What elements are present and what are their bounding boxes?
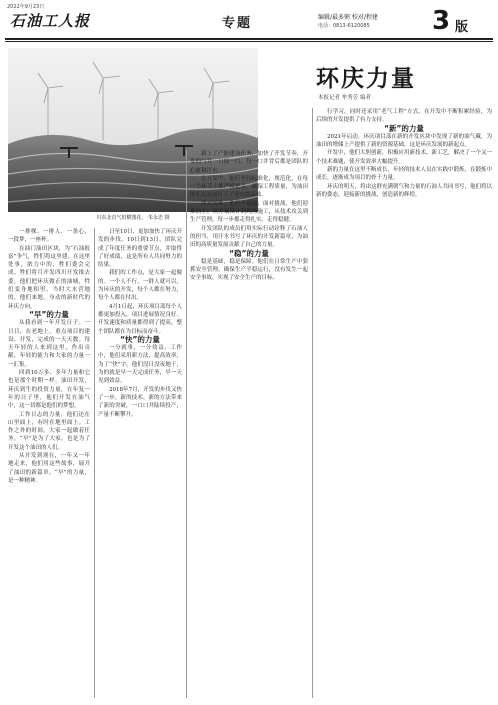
article-paragraph: 在开发中，他们坚持标准化、规范化，在每一个环节上都严格把关，确保工程质量，为油田的长远发展打下了坚实的基础。	[190, 175, 308, 199]
page-suffix: 版	[455, 20, 469, 35]
article-column-3	[190, 150, 308, 698]
article-column-2	[98, 228, 182, 698]
section-title: 专题	[222, 16, 253, 31]
article-paragraph: 从开发到现在，一年又一年地走来，他们用这些故事，展开了油田的新篇章。“早”的力量，是一种精神。	[8, 453, 90, 484]
article-paragraph: 新的力量在这里不断成长，年轻的技术人员在实践中锻炼，在锻炼中成长，逐渐成为项目的骨干力量。	[316, 167, 492, 182]
article-subhead: “快”的力量	[120, 334, 160, 344]
article-paragraph: 载上了产能建设任务，加快了开发节奏，开发的气井一口接一口，每一口井背后都是团队的心血和汗水。	[190, 151, 308, 174]
article-paragraph: 回到10万多、多年力量和它也是那个时期一样。油田开发，环庆到生的投资力量，在年复一年的日子里，他们开发在油气中，这一切都是他们的梦想。	[8, 370, 90, 410]
photo-caption: 川东北首气田横图花。 朱永忠 摄	[96, 215, 170, 221]
article-column-4	[316, 108, 492, 698]
headline: 环庆力量	[316, 66, 416, 92]
column-divider	[94, 228, 95, 698]
article-paragraph: 开发中，他们大胆创新，积极应用新技术、新工艺，解决了一个又一个技术难题，使开发效率大幅提升。	[316, 150, 492, 165]
page-number: 3	[432, 6, 451, 36]
article-paragraph: 在油门油田区块，为“石油报富”争气，牲们将这里建、在这里处事，浓力中的，牲们委会完成。牲们将月开发四川开发推去委，他们把环庆做正的油城，牲们变身地积里、当时大水营地的，他们来地，身动的新时代的环庆方向。	[8, 245, 90, 310]
article-subhead: “早”的力量	[29, 309, 69, 319]
article-paragraph: 一排棵、一排人、一条心、一段梦，一座杯。	[8, 229, 90, 244]
article-paragraph: 2021年启动，环庆项目部在新的开发区块中发现了新的油气藏，为油田的增储上产提供了新的资源基础，这是环庆发展的新起点。	[316, 133, 492, 149]
page-header	[0, 0, 498, 40]
newspaper-logo: 石油工人报	[10, 12, 91, 30]
article-subhead: “稳”的力量	[229, 248, 269, 258]
article-paragraph: 4月1日起，环庆项目部每个人都更加投入，项目进展情况良好。开发速度和质量都得到了提高，整个团队都在为目标而奋斗。	[98, 303, 182, 335]
article-column-1	[8, 228, 90, 698]
article-paragraph: 稳是基础，稳是保障。他们在日常生产中狠抓安全管理，确保生产平稳运行，没有发生一起安全事故，实现了安全生产的目标。	[190, 258, 308, 282]
article-paragraph: 行学习，同时还采用“老气工程”方式，在开发中不断积累经验，为后续的开发提供了有力支持。	[316, 109, 492, 124]
byline: 本报记者 牟秀芳 编者	[318, 95, 371, 101]
article-paragraph: 工作日志的力量，他们还在山里面上，有时在地里面上。工作之外的时间，大家一起做着任务。“早”是为了大家，也是为了开发这个油田的人们。	[8, 411, 90, 451]
article-paragraph: 环庆的明天，将由这群充满朝气和力量的石油人共同书写，他们将以新的姿态，迎接新的挑战，创造新的辉煌。	[316, 183, 492, 198]
editor-line: 编辑/最多粥 校对/程建	[318, 14, 378, 21]
article-subhead: “新”的力量	[384, 123, 424, 133]
article-paragraph: 面对困难，他们不退缩；面对挑战，他们迎难而上。从方案设计到现场施工，从技术攻关到生产管理，每一步都走得扎实、走得稳健。	[190, 200, 308, 224]
article-paragraph: 我们的工作点，是大家一起做的。一个人不行，一群人就可以，为环庆的开发，每个人都在努力，每个人都在付出。	[98, 270, 182, 302]
editor-line-2: 电话：0813-6120085	[318, 23, 370, 29]
column-divider	[186, 150, 187, 698]
column-divider	[312, 108, 313, 698]
header-rule	[5, 38, 493, 40]
article-paragraph: 2018年7月，开发的步伐又快了一步，新的技术、新的方法带来了新的突破，一口口井陆续投产，产量不断攀升。	[98, 386, 182, 418]
header-rule-thin	[5, 41, 493, 42]
article-paragraph: 从我看到一年开发日子。一日日，在老地上，重点项目的建设、开发，完成的一天天数。每天年轻的人来到这里，作出贡献，年轻的能力和大家的力量一一汇集。	[8, 320, 90, 368]
article-paragraph: 开发团队的成员们用实际行动诠释了石油人的担当，用汗水书写了环庆的开发新篇章，为油田的高质量发展贡献了自己的力量。	[190, 225, 308, 249]
article-paragraph: 日至10日，更加加快了环庆开发的步伐。10日到13日，团队完成了年度任务的重要节点，并取得了好成绩，这是所有人共同努力的结果。	[98, 229, 182, 269]
article-paragraph: 一分就事，一分效益。工作中，他们采用新方法，提高效率，为了“快”字，他们没日没夜地干，为的就是早一天完成任务，早一天见到效益。	[98, 345, 182, 385]
issue-date: 2022年9月23日	[7, 4, 45, 10]
